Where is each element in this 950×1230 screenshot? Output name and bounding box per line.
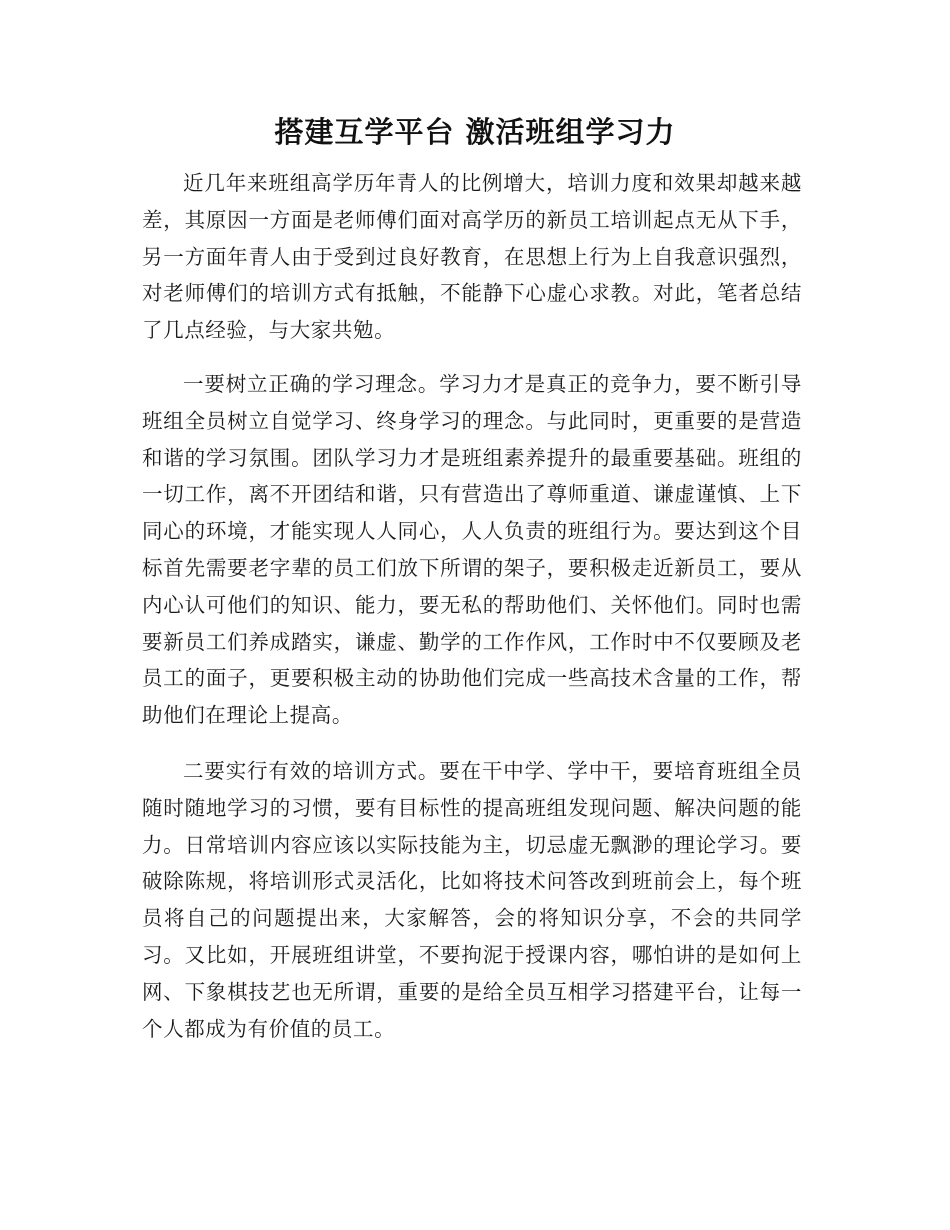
document-title: 搭建互学平台 激活班组学习力	[274, 115, 676, 149]
paragraph-intro: 近几年来班组高学历年青人的比例增大，培训力度和效果却越来越差，其原因一方面是老师傅们面对高学历的新员工培训起点无从下手，另一方面年青人由于受到过良好教育，在思想上行为上自我意识强烈，对老师傅们的培训方式有抵触，不能静下心虚心求教。对此，笔者总结了几点经验，与大家共勉。	[142, 171, 802, 343]
paragraph-learning-concept: 一要树立正确的学习理念。学习力才是真正的竞争力，要不断引导班组全员树立自觉学习、终身学习的理念。与此同时，更重要的是营造和谐的学习氛围。团队学习力才是班组素养提升的最重要基础。班组的一切工作，离不开团结和谐，只有营造出了尊师重道、谦虚谨慎、上下同心的环境，才能实现人人同心，人人负责的班组行为。要达到这个目标首先需要老字辈的员工们放下所谓的架子，要积极走近新员工，要从内心认可他们的知识、能力，要无私的帮助他们、关怀他们。同时也需要新员工们养成踏实，谦虚、勤学的工作作风，工作时中不仅要顾及老员工的面子，更要积极主动的协助他们完成一些高技术含量的工作，帮助他们在理论上提高。	[142, 372, 802, 728]
paragraph-training-method: 二要实行有效的培训方式。要在干中学、学中干，要培育班组全员随时随地学习的习惯，要有目标性的提高班组发现问题、解决问题的能力。日常培训内容应该以实际技能为主，切忌虚无飘渺的理论学习。要破除陈规，将培训形式灵活化，比如将技术问答改到班前会上，每个班员将自己的问题提出来，大家解答，会的将知识分享，不会的共同学习。又比如，开展班组讲堂，不要拘泥于授课内容，哪怕讲的是如何上网、下象棋技艺也无所谓，重要的是给全员互相学习搭建平台，让每一个人都成为有价值的员工。	[142, 759, 802, 1041]
